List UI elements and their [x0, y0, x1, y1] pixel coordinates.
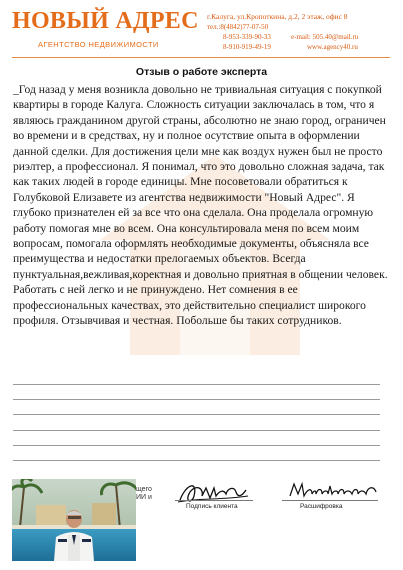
phone-mobile-1: 8-953-339-90-33: [223, 33, 271, 41]
email-address: e-mail: 505.40@mail.ru: [291, 33, 359, 41]
name-label: Расшифровка: [300, 503, 343, 510]
signature-label: Подпись клиента: [186, 503, 238, 510]
handwritten-name: [286, 480, 380, 502]
logo-title: НОВЫЙ АДРЕС: [12, 8, 199, 34]
phone-mobile-2: 8-910-919-49-19: [223, 43, 271, 51]
expert-photo: [12, 479, 136, 561]
website-link: www.agency40.ru: [307, 43, 358, 51]
blank-line: [13, 384, 380, 385]
caption-fragment-1: щего: [136, 486, 152, 493]
photo-caption: [136, 486, 152, 502]
agency-logo: [12, 8, 200, 54]
blank-line: [13, 445, 380, 446]
signature-line: [175, 500, 253, 501]
blank-line: [13, 430, 380, 431]
agency-address: г.Калуга, ул.Кропоткина, д.2, 2 этаж, офис 8: [207, 12, 348, 21]
logo-subtitle: АГЕНТСТВО НЕДВИЖИМОСТИ: [38, 40, 159, 49]
header-divider: [12, 57, 390, 58]
blank-line: [13, 414, 380, 415]
blank-line: [13, 460, 380, 461]
document-title: Отзыв о работе эксперта: [135, 66, 268, 78]
caption-fragment-2: ИИ и: [136, 494, 152, 501]
phone-main: тел.:8(4842)77-07-50: [207, 23, 269, 31]
name-line: [282, 500, 378, 501]
blank-line: [13, 399, 380, 400]
review-body: _Год назад у меня возникла довольно не тривиальная ситуация с покупкой квартиры в городе Калуга. Сложность ситуации заключалась в том, что я являюсь гражданином другой страны, абсолютно не знаю город, ограничен во времени и в средствах, ну и полное осутствие опыта в оформлении данной сделки. Для достижения цели мне как воздух нужен был не просто риэлтер, а профессионал. Я понимал, что это довольно сложная задача, так как таких людей в городе единицы. Мне посоветовали обратиться к Голубковой Елизавете из агентства недвижимости "Новый Адрес". Я глубоко признателен ей за все что она сделала. Она проделала огромную работу помогая мне во всем. Она консультировала меня по всем моим вопросам, помогала оформлять необходимые документы, объясняла все преимущества и недостатки прелогаемых объектов. Всегда пунктуальная,вежливая,коректная и довольно приятная в общении человек. Работать с ней легко и не принуждено. Нет сомнения в ее профессиональных качествах, это действительно специалист широкого профиля. Отзывчивая и честная. Побольше бы таких сотрудников.: [13, 83, 388, 328]
